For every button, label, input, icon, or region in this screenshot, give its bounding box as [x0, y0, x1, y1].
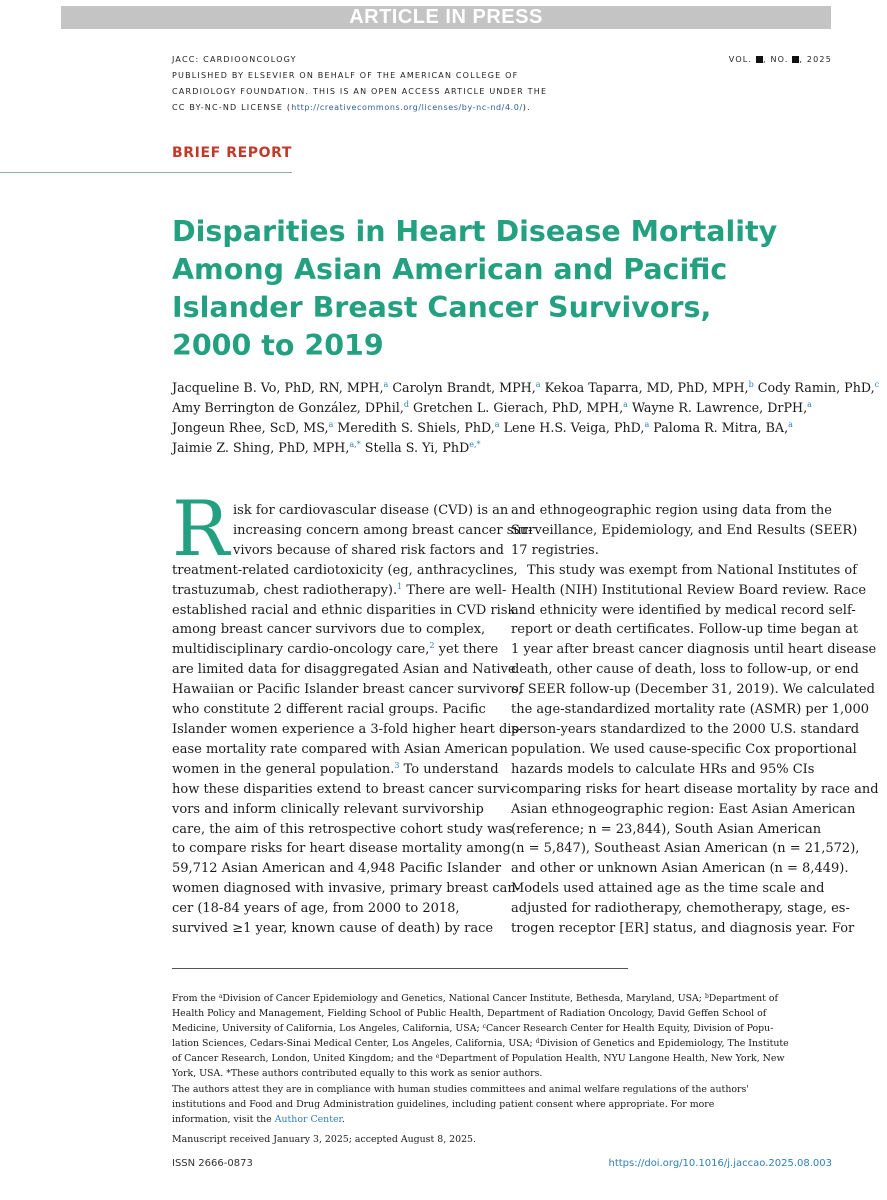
foundation-line: CARDIOLOGY FOUNDATION. THIS IS AN OPEN ACCESS ARTICLE UNDER THE	[172, 87, 548, 96]
banner-text: ARTICLE IN PRESS	[349, 6, 543, 28]
affiliations-footnote: From the $^a$Division of Cancer Epidemiology and Genetics, National Cancer Institute, Bethesda, Maryland, USA; $^b$Department of Health Policy and Management, Fielding School of Public Health, Department of Radiation Oncology, David Geffen School of Medicine, University of California, Los Angeles, California, USA; $^c$Cancer Research Center for Health Equity, Division of Popu- lation Sciences, Cedars-Sinai Medical Center, Los Angeles, California, USA; $^d$Division of Genetics and Epidemiology, The Institute of Cancer Research, London, United Kingdom; and the $^e$Department of Population Health, NYU Langone Health, New York, New York, USA. *These authors contributed equally to this work as senior authors. The authors attest they are in compliance with human studies committees and animal welfare regulations of the authors' institutions and Food and Drug Administration guidelines, including patient consent where appropriate. For more information, visit the Author Center.	[172, 993, 789, 1125]
body-column-left: isk for cardiovascular disease (CVD) is an increasing concern among breast cancer sur- vivors because of shared risk factors and treatment-related cardiotoxicity (eg, anthracyclines, trastuzumab, chest radiotherapy).$^1$ There are well- established racial and ethnic disparities in CVD risk among breast cancer survivors due to complex, multidisciplinary cardio-oncology care,$^2$ yet there are limited data for disaggregated Asian and Native Hawaiian or Pacific Islander breast cancer survivors, who constitute 2 different racial groups. Pacific Islander women experience a 3-fold higher heart dis- ease mortality rate compared with Asian American women in the general population.$^3$ To understand how these disparities extend to breast cancer survi- vors and inform clinically relevant survivorship care, the aim of this retrospective cohort study was to compare risks for heart disease mortality among 59,712 Asian American and 4,948 Pacific Islander women diagnosed with invasive, primary breast can- cer (18-84 years of age, from 2000 to 2018, survived ≥1 year, known cause of death) by race	[172, 503, 533, 937]
author: Meredith S. Shiels, PhD,	[337, 420, 495, 435]
journal-info	[172, 52, 592, 116]
author: Stella S. Yi, PhD	[364, 440, 470, 455]
reference-link[interactable]: 1	[397, 581, 403, 591]
author: Jacqueline B. Vo, PhD, RN, MPH,	[172, 380, 384, 395]
volume-placeholder-square-icon	[756, 56, 763, 63]
reference-link[interactable]: 2	[429, 641, 435, 651]
author: Jaimie Z. Shing, PhD, MPH,	[172, 440, 350, 455]
volume-info: VOL. , NO. , 2025	[728, 55, 832, 64]
article-in-press-banner	[61, 6, 831, 29]
author: Jongeun Rhee, ScD, MS,	[172, 420, 329, 435]
issue-placeholder-square-icon	[792, 56, 799, 63]
body-column-right: and ethnogeographic region using data from the Surveillance, Epidemiology, and End Results (SEER) 17 registries. This study was exempt from National Institutes of Health (NIH) Institutional Review Board review. Race and ethnicity were identified by medical record self- report or death certificates. Follow-up time began at 1 year after breast cancer diagnosis until heart disease death, other cause of death, loss to follow-up, or end of SEER follow-up (December 31, 2019). We calculated the age-standardized mortality rate (ASMR) per 1,000 person-years standardized to the 2000 U.S. standard population. We used cause-specific Cox proportional hazards models to calculate HRs and 95% CIs comparing risks for heart disease mortality by race and Asian ethnogeographic region: East Asian American (reference; n = 23,844), South Asian American (n = 5,847), Southeast Asian American (n = 21,572), and other or unknown Asian American (n = 8,449). Models used attained age as the time scale and adjusted for radiotherapy, chemotherapy, stage, es- trogen receptor [ER] status, and diagnosis year. For	[511, 503, 879, 937]
volume-year: 2025	[806, 55, 832, 64]
author: Kekoa Taparra, MD, PhD, MPH,	[544, 380, 749, 395]
license-link[interactable]: http://creativecommons.org/licenses/by-nc-nd/4.0/	[291, 103, 523, 112]
section-divider	[0, 172, 292, 173]
author-center-link[interactable]: Author Center	[274, 1113, 342, 1125]
author: Wayne R. Lawrence, DrPH,	[631, 400, 808, 415]
author-list: Jacqueline B. Vo, PhD, RN, MPH,$^a$ Carolyn Brandt, MPH,$^a$ Kekoa Taparra, MD, PhD, MPH,$^b$ Cody Ramin, PhD,$^c$ Amy Berrington de González, DPhil,$^d$ Gretchen L. Gierach, PhD, MPH,$^a$ Wayne R. Lawrence, DrPH,$^a$ Jongeun Rhee, ScD, MS,$^a$ Meredith S. Shiels, PhD,$^a$ Lene H.S. Veiga, PhD,$^a$ Paloma R. Mitra, BA,$^a$ Jaimie Z. Shing, PhD, MPH,$^{a,*}$ Stella S. Yi, PhD$^{e,*}$	[172, 380, 880, 455]
author: Gretchen L. Gierach, PhD, MPH,	[413, 400, 624, 415]
publisher-line: PUBLISHED BY ELSEVIER ON BEHALF OF THE AMERICAN COLLEGE OF	[172, 71, 519, 80]
journal-name: JACC: CARDIOONCOLOGY	[172, 55, 297, 64]
manuscript-dates: Manuscript received January 3, 2025; accepted August 8, 2025.	[172, 1134, 477, 1145]
drop-cap: R	[172, 484, 230, 573]
section-label: BRIEF REPORT	[172, 145, 293, 161]
author: Paloma R. Mitra, BA,	[653, 420, 789, 435]
author: Amy Berrington de González, DPhil,	[172, 400, 404, 415]
author: Cody Ramin, PhD,	[757, 380, 875, 395]
reference-link[interactable]: 3	[394, 760, 400, 770]
doi-link[interactable]: https://doi.org/10.1016/j.jaccao.2025.08.003	[608, 1158, 832, 1169]
footnote-divider	[172, 968, 628, 969]
license-line: CC BY-NC-ND LICENSE (http://creativecommons.org/licenses/by-nc-nd/4.0/).	[172, 103, 531, 112]
author: Carolyn Brandt, MPH,	[392, 380, 536, 395]
issn: ISSN 2666-0873	[172, 1158, 253, 1169]
article-title: Disparities in Heart Disease Mortality Among Asian American and Pacific Islander Breast Cancer Survivors, 2000 to 2019	[172, 215, 778, 362]
author: Lene H.S. Veiga, PhD,	[503, 420, 645, 435]
